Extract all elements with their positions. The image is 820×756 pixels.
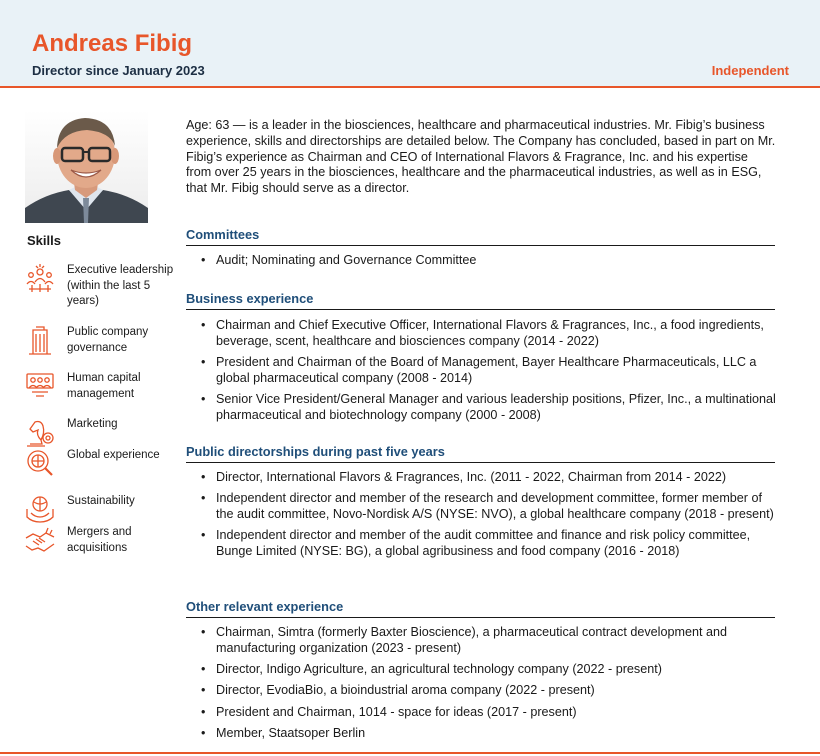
skill-executive-leadership [24, 262, 174, 310]
list-item: • Director, EvodiaBio, a bioindustrial aroma company (2022 - present) [186, 683, 782, 699]
skill-label: Public company governance [67, 326, 149, 354]
skill-marketing [24, 416, 174, 448]
skill-mergers-acquisitions [24, 524, 174, 556]
director-since: Director since January 2023 [32, 63, 205, 78]
list-item: • Chairman, Simtra (formerly Baxter Bioscience), a pharmaceutical contract development and manufacturing organization (2023 - present) [186, 625, 782, 657]
list-item: • President and Chairman, 1014 - space for ideas (2017 - present) [186, 705, 782, 721]
hands-globe-icon [24, 493, 56, 525]
list-item: • Director, International Flavors & Fragrances, Inc. (2011 - 2022, Chairman from 2014 - 2022) [186, 470, 782, 486]
independence-badge: Independent [711, 63, 789, 78]
other-experience-list [186, 625, 782, 747]
chess-knight-icon [24, 416, 56, 448]
globe-search-icon [24, 447, 56, 479]
list-item: • Director, Indigo Agriculture, an agricultural technology company (2022 - present) [186, 662, 782, 678]
public-directorships-list [186, 470, 782, 565]
footer-divider [0, 752, 820, 754]
business-experience-heading: Business experience [186, 291, 775, 310]
business-experience-list [186, 318, 782, 429]
executive-leadership-icon [24, 262, 56, 294]
skills-heading: Skills [27, 233, 61, 248]
list-item: • Chairman and Chief Executive Officer, International Flavors & Fragrances, Inc., a food ingredients, beverage, scent, healthcare and biosciences company (2014 - 2022) [186, 318, 782, 350]
committees-heading: Committees [186, 227, 775, 246]
director-name: Andreas Fibig [32, 30, 193, 57]
other-experience-heading: Other relevant experience [186, 599, 775, 618]
skill-global-experience [24, 447, 174, 479]
director-photo [25, 110, 148, 223]
skill-label: Mergers and acquisitions [67, 526, 132, 554]
skill-label: Sustainability [67, 495, 135, 507]
list-item: • Member, Staatsoper Berlin [186, 726, 782, 742]
skill-label: Executive leadership (within the last 5 years) [67, 264, 174, 307]
skill-label: Global experience [67, 449, 160, 461]
skill-human-capital-management [24, 370, 174, 402]
skill-public-company-governance [24, 324, 174, 356]
list-item: • Senior Vice President/General Manager and various leadership positions, Pfizer, Inc., a multinational pharmaceutical and biotechnology company (2000 - 2008) [186, 392, 782, 424]
list-item: • Independent director and member of the audit committee and finance and risk policy committee, Bunge Limited (NYSE: BG), a global agribusiness and food company (2016 - 2018) [186, 528, 782, 560]
skill-label: Human capital management [67, 372, 141, 400]
director-bio: Age: 63 — is a leader in the biosciences, healthcare and pharmaceutical industries. Mr. Fibig’s business experience, skills and directorships are detailed below. The Company has concluded, based in part on Mr. Fibig’s experience as Chairman and CEO of International Flavors & Fragrance, Inc. and his expertise from over 25 years in the biosciences, healthcare and the pharmaceutical industries, as well as in ESG, that Mr. Fibig should serve as a director. [186, 118, 776, 196]
header-band [0, 0, 820, 88]
list-item: • President and Chairman of the Board of Management, Bayer Healthcare Pharmaceuticals, LLC a global pharmaceutical company (2008 - 2014) [186, 355, 782, 387]
skill-label: Marketing [67, 418, 118, 430]
handshake-icon [24, 524, 56, 556]
public-directorships-heading: Public directorships during past five years [186, 444, 775, 463]
portrait-illustration [25, 110, 148, 223]
committees-list [186, 253, 782, 274]
building-columns-icon [24, 324, 56, 356]
skill-sustainability [24, 493, 174, 525]
people-icon [24, 370, 56, 402]
list-item: • Independent director and member of the research and development committee, former member of the audit committee, Novo-Nordisk A/S (NYSE: NVO), a global healthcare company (2018 - present) [186, 491, 782, 523]
list-item: • Audit; Nominating and Governance Committee [186, 253, 782, 269]
